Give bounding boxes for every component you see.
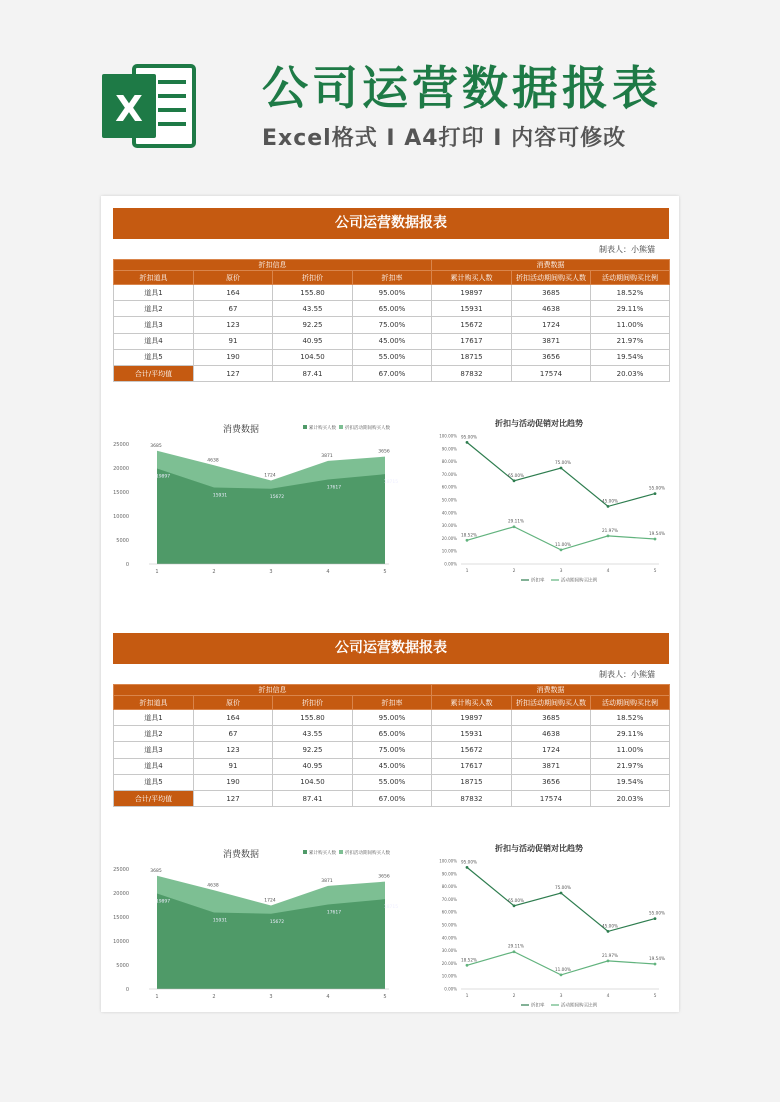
data-label: 65.00%	[508, 897, 524, 903]
table-cell: 104.50	[273, 774, 353, 790]
data-point	[466, 539, 469, 542]
page-header	[0, 0, 780, 190]
group-header: 消费数据	[432, 685, 670, 696]
data-point	[607, 505, 610, 508]
table-cell: 17617	[432, 333, 512, 349]
legend-swatch	[303, 425, 307, 429]
y-tick-label: 5000	[116, 963, 129, 969]
y-tick-label: 20000	[113, 466, 129, 472]
column-header: 累计购买人数	[432, 271, 512, 285]
y-tick-label: 60.00%	[441, 484, 457, 490]
table-row	[114, 301, 670, 317]
data-point	[560, 549, 563, 552]
table-cell: 67.00%	[353, 365, 432, 381]
table-cell: 43.55	[273, 301, 353, 317]
y-tick-label: 90.00%	[441, 446, 457, 452]
table-cell: 75.00%	[353, 742, 432, 758]
data-label: 18.52%	[461, 957, 477, 963]
legend-label: 折扣率	[531, 1003, 545, 1009]
table-cell: 4638	[512, 301, 591, 317]
data-label: 11.00%	[555, 541, 571, 547]
data-point	[466, 441, 469, 444]
table-cell: 65.00%	[353, 301, 432, 317]
table-cell: 45.00%	[353, 758, 432, 774]
x-tick-label: 3	[559, 994, 563, 999]
table-cell: 道具4	[114, 758, 194, 774]
table-cell: 19897	[432, 710, 512, 726]
data-label: 45.00%	[602, 498, 618, 504]
data-label: 18715	[383, 905, 399, 911]
data-label: 19897	[155, 474, 171, 480]
table-cell: 15672	[432, 317, 512, 333]
table-row	[114, 774, 670, 790]
table-cell: 67	[194, 726, 273, 742]
table-cell: 1724	[512, 742, 591, 758]
data-point	[513, 525, 516, 528]
x-tick-label: 3	[269, 569, 273, 575]
table-cell: 91	[194, 758, 273, 774]
table-cell: 21.97%	[591, 758, 670, 774]
table-cell: 75.00%	[353, 317, 432, 333]
table-cell: 55.00%	[353, 349, 432, 365]
y-tick-label: 40.00%	[441, 935, 457, 941]
column-header: 原价	[194, 696, 273, 710]
y-tick-label: 10.00%	[441, 973, 457, 979]
series-line	[467, 442, 655, 506]
table-cell: 155.80	[273, 285, 353, 301]
data-label: 15672	[269, 919, 285, 925]
table-row	[114, 333, 670, 349]
x-tick-label: 1	[465, 994, 469, 999]
table-row	[114, 758, 670, 774]
table-cell: 29.11%	[591, 301, 670, 317]
report-maker: 制表人：小熊猫	[599, 245, 655, 254]
data-label: 3656	[378, 874, 390, 880]
table-cell: 190	[194, 774, 273, 790]
x-tick-label: 2	[212, 569, 216, 575]
y-tick-label: 0.00%	[444, 561, 457, 567]
table-cell: 18.52%	[591, 285, 670, 301]
table-cell: 104.50	[273, 349, 353, 365]
data-label: 3656	[378, 449, 390, 455]
table-row	[114, 349, 670, 365]
table-cell: 道具5	[114, 774, 194, 790]
column-header: 折扣价	[273, 271, 353, 285]
column-header: 折扣率	[353, 696, 432, 710]
data-label: 17617	[326, 910, 342, 916]
table-cell: 3656	[512, 349, 591, 365]
table-cell: 道具1	[114, 285, 194, 301]
table-cell: 3656	[512, 774, 591, 790]
table-row	[114, 317, 670, 333]
data-label: 4638	[207, 458, 219, 464]
table-cell: 19.54%	[591, 349, 670, 365]
report-title: 公司运营数据报表	[113, 208, 669, 239]
table-cell: 19.54%	[591, 774, 670, 790]
table-cell: 道具2	[114, 301, 194, 317]
data-label: 75.00%	[555, 885, 571, 890]
data-point	[654, 538, 657, 541]
y-tick-label: 0	[125, 562, 129, 568]
table-cell: 164	[194, 285, 273, 301]
table-cell: 40.95	[273, 333, 353, 349]
discount-trend-line-chart	[429, 414, 669, 590]
legend-label: 折扣活动期间购买人数	[345, 426, 390, 431]
report-section-2	[113, 633, 669, 1009]
y-tick-label: 70.00%	[441, 896, 457, 902]
data-label: 21.97%	[602, 952, 618, 958]
column-header: 折扣率	[353, 271, 432, 285]
y-tick-label: 15000	[113, 490, 129, 496]
table-cell: 11.00%	[591, 317, 670, 333]
data-label: 1724	[264, 473, 276, 479]
data-point	[513, 950, 516, 953]
table-cell: 164	[194, 710, 273, 726]
chart-title: 消费数据	[222, 425, 260, 435]
table-cell: 道具4	[114, 333, 194, 349]
y-tick-label: 80.00%	[441, 884, 457, 890]
group-header: 消费数据	[432, 260, 670, 271]
excel-logo-icon	[100, 60, 198, 152]
subtitle: Excel格式 I A4打印 I 内容可修改	[262, 126, 627, 151]
x-tick-label: 3	[269, 994, 273, 1000]
data-label: 1724	[264, 898, 276, 904]
table-cell: 55.00%	[353, 774, 432, 790]
report-section-1	[113, 208, 669, 584]
column-header: 折扣活动期间购买人数	[512, 696, 591, 710]
data-label: 17617	[326, 485, 342, 491]
discount-trend-line-chart	[429, 839, 669, 1015]
y-tick-label: 80.00%	[441, 459, 457, 465]
report-title: 公司运营数据报表	[113, 633, 669, 664]
table-cell: 155.80	[273, 710, 353, 726]
data-label: 21.97%	[602, 527, 618, 533]
table-cell: 123	[194, 742, 273, 758]
data-label: 55.00%	[649, 910, 665, 916]
x-tick-label: 4	[606, 569, 610, 574]
table-cell: 18.52%	[591, 710, 670, 726]
table-cell: 道具3	[114, 742, 194, 758]
table-cell: 95.00%	[353, 285, 432, 301]
data-point	[560, 892, 563, 895]
y-tick-label: 20.00%	[441, 535, 457, 541]
data-label: 15672	[269, 494, 285, 500]
table-cell: 87832	[432, 365, 512, 381]
chart-title: 消费数据	[222, 850, 260, 860]
x-tick-label: 5	[653, 569, 657, 574]
table-cell: 17617	[432, 758, 512, 774]
table-cell: 87.41	[273, 365, 353, 381]
data-label: 45.00%	[602, 923, 618, 929]
data-point	[607, 959, 610, 962]
report-table	[113, 684, 670, 807]
report-maker: 制表人：小熊猫	[599, 670, 655, 679]
table-row	[114, 726, 670, 742]
table-cell: 92.25	[273, 742, 353, 758]
table-cell: 3685	[512, 285, 591, 301]
data-point	[560, 974, 563, 977]
column-header: 原价	[194, 271, 273, 285]
data-point	[560, 467, 563, 470]
data-label: 65.00%	[508, 472, 524, 478]
table-cell: 15672	[432, 742, 512, 758]
table-cell: 87832	[432, 790, 512, 806]
y-tick-label: 25000	[113, 442, 129, 448]
data-label: 4638	[207, 883, 219, 889]
data-point	[466, 964, 469, 967]
table-cell: 3685	[512, 710, 591, 726]
y-tick-label: 30.00%	[441, 523, 457, 529]
column-header: 折扣道具	[114, 696, 194, 710]
x-tick-label: 1	[155, 994, 159, 1000]
data-label: 11.00%	[555, 966, 571, 972]
data-label: 95.00%	[461, 434, 477, 440]
y-tick-label: 15000	[113, 915, 129, 921]
y-tick-label: 5000	[116, 538, 129, 544]
column-header: 累计购买人数	[432, 696, 512, 710]
table-cell: 45.00%	[353, 333, 432, 349]
table-cell: 合计/平均值	[114, 365, 194, 381]
table-cell: 4638	[512, 726, 591, 742]
report-table	[113, 259, 670, 382]
data-label: 15931	[212, 918, 228, 924]
consumption-area-chart	[113, 418, 403, 584]
x-tick-label: 5	[653, 994, 657, 999]
x-tick-label: 4	[606, 994, 610, 999]
table-cell: 3871	[512, 758, 591, 774]
table-cell: 道具3	[114, 317, 194, 333]
column-header: 活动期间购买比例	[591, 696, 670, 710]
column-header: 折扣活动期间购买人数	[512, 271, 591, 285]
data-point	[607, 930, 610, 933]
y-tick-label: 0	[125, 987, 129, 993]
y-tick-label: 25000	[113, 867, 129, 873]
table-row	[114, 710, 670, 726]
data-point	[654, 492, 657, 495]
y-tick-label: 60.00%	[441, 909, 457, 915]
table-total-row	[114, 790, 670, 806]
legend-swatch	[339, 850, 343, 854]
x-tick-label: 3	[559, 569, 563, 574]
table-cell: 19897	[432, 285, 512, 301]
table-cell: 123	[194, 317, 273, 333]
main-title: 公司运营数据报表	[262, 61, 662, 115]
table-cell: 127	[194, 790, 273, 806]
data-label: 18715	[383, 480, 399, 486]
chart-title: 折扣与活动促销对比趋势	[495, 844, 583, 853]
x-tick-label: 1	[155, 569, 159, 575]
table-cell: 18715	[432, 349, 512, 365]
table-cell: 15931	[432, 301, 512, 317]
table-cell: 1724	[512, 317, 591, 333]
table-cell: 95.00%	[353, 710, 432, 726]
y-tick-label: 50.00%	[441, 922, 457, 928]
data-label: 29.11%	[508, 518, 524, 524]
table-cell: 40.95	[273, 758, 353, 774]
series-line	[467, 867, 655, 931]
table-cell: 17574	[512, 365, 591, 381]
table-cell: 20.03%	[591, 365, 670, 381]
table-cell: 67	[194, 301, 273, 317]
y-tick-label: 0.00%	[444, 986, 457, 992]
y-tick-label: 100.00%	[439, 858, 457, 864]
table-cell: 92.25	[273, 317, 353, 333]
y-tick-label: 40.00%	[441, 510, 457, 516]
data-label: 3871	[321, 878, 333, 884]
table-cell: 20.03%	[591, 790, 670, 806]
table-cell: 67.00%	[353, 790, 432, 806]
data-label: 55.00%	[649, 485, 665, 491]
legend-label: 活动期间购买比例	[561, 1003, 597, 1009]
table-cell: 29.11%	[591, 726, 670, 742]
data-point	[654, 963, 657, 966]
legend-label: 折扣率	[531, 578, 545, 584]
legend-label: 累计购买人数	[309, 426, 336, 431]
y-tick-label: 50.00%	[441, 497, 457, 503]
table-total-row	[114, 365, 670, 381]
table-cell: 15931	[432, 726, 512, 742]
y-tick-label: 30.00%	[441, 948, 457, 954]
y-tick-label: 20000	[113, 891, 129, 897]
data-label: 18.52%	[461, 532, 477, 538]
x-tick-label: 4	[326, 569, 330, 575]
chart-title: 折扣与活动促销对比趋势	[495, 419, 583, 428]
x-tick-label: 5	[383, 569, 387, 575]
data-label: 75.00%	[555, 460, 571, 465]
legend-label: 折扣活动期间购买人数	[345, 851, 390, 856]
data-point	[607, 534, 610, 537]
data-label: 15931	[212, 493, 228, 499]
data-label: 3685	[150, 443, 162, 449]
y-tick-label: 20.00%	[441, 960, 457, 966]
y-tick-label: 100.00%	[439, 433, 457, 439]
group-header: 折扣信息	[114, 260, 432, 271]
y-tick-label: 10.00%	[441, 548, 457, 554]
y-tick-label: 70.00%	[441, 471, 457, 477]
table-cell: 17574	[512, 790, 591, 806]
x-tick-label: 2	[512, 994, 516, 999]
table-row	[114, 285, 670, 301]
data-label: 19.54%	[649, 955, 665, 961]
legend-swatch	[303, 850, 307, 854]
x-tick-label: 2	[512, 569, 516, 574]
table-cell: 91	[194, 333, 273, 349]
svg-text:X: X	[115, 89, 143, 130]
data-label: 19.54%	[649, 530, 665, 536]
column-header: 折扣道具	[114, 271, 194, 285]
table-cell: 190	[194, 349, 273, 365]
x-tick-label: 5	[383, 994, 387, 1000]
column-header: 折扣价	[273, 696, 353, 710]
data-label: 3685	[150, 868, 162, 874]
data-point	[654, 917, 657, 920]
table-row	[114, 742, 670, 758]
legend-label: 累计购买人数	[309, 851, 336, 856]
x-tick-label: 4	[326, 994, 330, 1000]
data-label: 29.11%	[508, 943, 524, 949]
table-cell: 127	[194, 365, 273, 381]
table-cell: 21.97%	[591, 333, 670, 349]
legend-swatch	[339, 425, 343, 429]
table-cell: 18715	[432, 774, 512, 790]
table-cell: 道具2	[114, 726, 194, 742]
y-tick-label: 10000	[113, 939, 129, 945]
table-cell: 道具5	[114, 349, 194, 365]
y-tick-label: 90.00%	[441, 871, 457, 877]
table-cell: 11.00%	[591, 742, 670, 758]
data-label: 3871	[321, 453, 333, 459]
data-label: 95.00%	[461, 859, 477, 865]
legend-label: 活动期间购买比例	[561, 578, 597, 584]
data-point	[513, 479, 516, 482]
consumption-area-chart	[113, 843, 403, 1009]
data-point	[466, 866, 469, 869]
table-cell: 43.55	[273, 726, 353, 742]
table-cell: 65.00%	[353, 726, 432, 742]
table-cell: 87.41	[273, 790, 353, 806]
x-tick-label: 1	[465, 569, 469, 574]
group-header: 折扣信息	[114, 685, 432, 696]
table-cell: 合计/平均值	[114, 790, 194, 806]
table-cell: 道具1	[114, 710, 194, 726]
y-tick-label: 10000	[113, 514, 129, 520]
data-point	[513, 904, 516, 907]
data-label: 19897	[155, 899, 171, 905]
x-tick-label: 2	[212, 994, 216, 1000]
table-cell: 3871	[512, 333, 591, 349]
column-header: 活动期间购买比例	[591, 271, 670, 285]
report-sheet	[101, 196, 679, 1012]
